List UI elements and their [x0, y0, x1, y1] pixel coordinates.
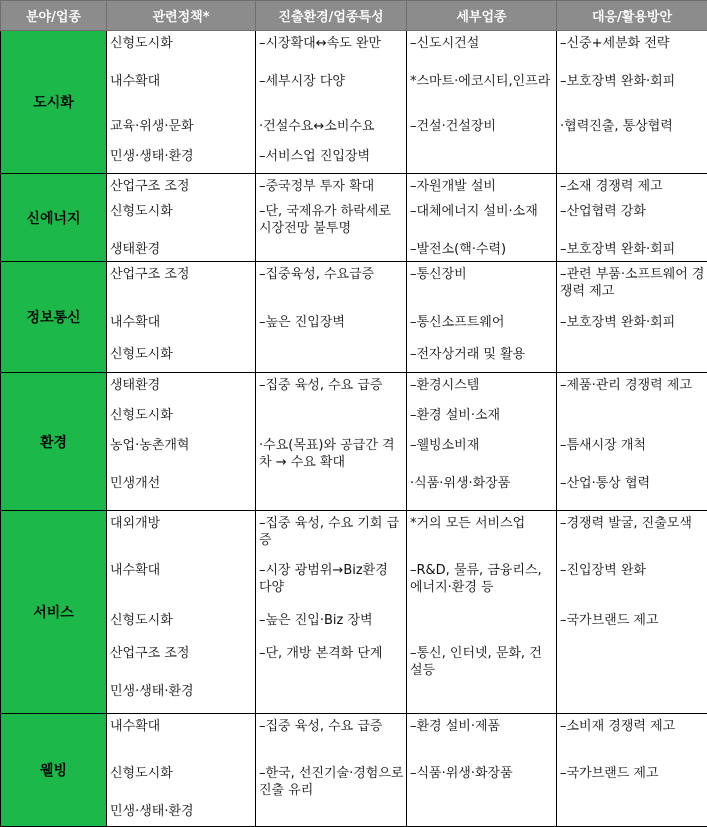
environment-cell	[256, 310, 407, 342]
cell-text: *거의 모든 서비스업	[410, 515, 554, 532]
cell-text: –집중 육성, 수요 급증	[259, 377, 404, 394]
subsector-cell	[407, 433, 557, 471]
cell-text: 내수확대	[110, 718, 253, 735]
strategy-cell	[557, 761, 707, 799]
strategy-cell	[557, 144, 707, 174]
environment-cell	[256, 558, 407, 608]
subsector-cell	[407, 641, 557, 679]
subsector-cell	[407, 373, 557, 403]
environment-cell	[256, 679, 407, 714]
policy-cell	[107, 144, 256, 174]
environment-cell	[256, 144, 407, 174]
cell-text: –보호장벽 완화·회피	[560, 241, 705, 258]
cell-text: –중국정부 투자 확대	[259, 178, 404, 195]
cell-text: –환경 설비·소재	[410, 407, 554, 424]
policy-cell	[107, 262, 256, 310]
cell-text: –소비재 경쟁력 제고	[560, 718, 705, 735]
cell-text: –웰빙소비재	[410, 437, 554, 454]
table-row	[1, 199, 707, 237]
cell-text: –국가브랜드 제고	[560, 612, 705, 629]
cell-text: –발전소(핵·수력)	[410, 241, 554, 258]
cell-text: 생태환경	[110, 241, 253, 258]
subsector-cell	[407, 342, 557, 373]
cell-text: –대체에너지 설비·소재	[410, 203, 554, 220]
subsector-cell	[407, 31, 557, 69]
cell-text: 농업·농촌개혁	[110, 437, 253, 454]
policy-cell	[107, 433, 256, 471]
policy-cell	[107, 679, 256, 714]
subsector-cell	[407, 174, 557, 199]
strategy-cell	[557, 310, 707, 342]
section-label: 서비스	[1, 511, 107, 714]
environment-cell	[256, 237, 407, 262]
environment-cell	[256, 608, 407, 641]
table-row	[1, 69, 707, 114]
policy-cell	[107, 511, 256, 558]
subsector-cell	[407, 714, 557, 761]
cell-text: 신형도시화	[110, 35, 253, 52]
subsector-cell	[407, 262, 557, 310]
strategy-cell	[557, 69, 707, 114]
cell-text: –단, 개방 본격화 단계	[259, 645, 404, 662]
cell-text: 산업구조 조정	[110, 178, 253, 195]
policy-cell	[107, 403, 256, 433]
cell-text: –소재 경쟁력 제고	[560, 178, 705, 195]
table-row	[1, 373, 707, 403]
subsector-cell	[407, 679, 557, 714]
cell-text: –R&D, 물류, 금융리스, 에너지·환경 등	[410, 562, 554, 596]
table-row	[1, 608, 707, 641]
strategy-cell	[557, 31, 707, 69]
policy-cell	[107, 342, 256, 373]
strategy-cell	[557, 471, 707, 511]
cell-text: –높은 진입장벽	[259, 314, 404, 331]
cell-text: 생태환경	[110, 377, 253, 394]
strategy-cell	[557, 433, 707, 471]
header-strategy: 대응/활용방안	[557, 1, 707, 31]
header-subsector: 세부업종	[407, 1, 557, 31]
policy-cell	[107, 373, 256, 403]
environment-cell	[256, 114, 407, 144]
table-row	[1, 714, 707, 761]
cell-text: –산업협력 강화	[560, 203, 705, 220]
cell-text: –산업·통상 협력	[560, 475, 705, 492]
cell-text: –통신장비	[410, 266, 554, 283]
cell-text: 내수확대	[110, 562, 253, 579]
policy-cell	[107, 641, 256, 679]
policy-cell	[107, 714, 256, 761]
cell-text: –경쟁력 발굴, 진출모색	[560, 515, 705, 532]
subsector-cell	[407, 511, 557, 558]
section-label: 웰빙	[1, 714, 107, 827]
cell-text: 신형도시화	[110, 765, 253, 782]
strategy-cell	[557, 114, 707, 144]
table-row	[1, 262, 707, 310]
cell-text: –환경시스템	[410, 377, 554, 394]
subsector-cell	[407, 69, 557, 114]
cell-text: –높은 진입·Biz 장벽	[259, 612, 404, 629]
table-row	[1, 237, 707, 262]
table-row	[1, 342, 707, 373]
cell-text: –집중 육성, 수요 급증	[259, 718, 404, 735]
cell-text: 내수확대	[110, 73, 253, 90]
cell-text: 산업구조 조정	[110, 645, 253, 662]
policy-cell	[107, 471, 256, 511]
environment-cell	[256, 262, 407, 310]
cell-text: 신형도시화	[110, 612, 253, 629]
environment-cell	[256, 761, 407, 799]
table-row	[1, 511, 707, 558]
subsector-cell	[407, 403, 557, 433]
header-policy: 관련정책*	[107, 1, 256, 31]
header-row	[1, 1, 707, 31]
environment-cell	[256, 403, 407, 433]
cell-text: 민생개선	[110, 475, 253, 492]
subsector-cell	[407, 199, 557, 237]
strategy-cell	[557, 403, 707, 433]
environment-cell	[256, 342, 407, 373]
table-row	[1, 31, 707, 69]
cell-text: –보호장벽 완화·회피	[560, 314, 705, 331]
cell-text: 대외개방	[110, 515, 253, 532]
cell-text: ·건설수요↔소비수요	[259, 118, 404, 135]
subsector-cell	[407, 144, 557, 174]
cell-text: 민생·생태·환경	[110, 803, 253, 820]
subsector-cell	[407, 761, 557, 799]
policy-cell	[107, 199, 256, 237]
strategy-cell	[557, 558, 707, 608]
strategy-cell	[557, 262, 707, 310]
section-label: 도시화	[1, 31, 107, 174]
environment-cell	[256, 174, 407, 199]
strategy-cell	[557, 714, 707, 761]
cell-text: –세부시장 다양	[259, 73, 404, 90]
cell-text: –집중 육성, 수요 기회 급증	[259, 515, 404, 549]
subsector-cell	[407, 237, 557, 262]
table-row	[1, 174, 707, 199]
cell-text: ·식품·위생·화장품	[410, 475, 554, 492]
table-row	[1, 558, 707, 608]
environment-cell	[256, 641, 407, 679]
cell-text: –국가브랜드 제고	[560, 765, 705, 782]
subsector-cell	[407, 114, 557, 144]
environment-cell	[256, 433, 407, 471]
header-environment: 진출환경/업종특성	[256, 1, 407, 31]
table-row	[1, 433, 707, 471]
cell-text: –시장확대↔속도 완만	[259, 35, 404, 52]
cell-text: –신도시건설	[410, 35, 554, 52]
cell-text: –제품·관리 경쟁력 제고	[560, 377, 705, 394]
environment-cell	[256, 199, 407, 237]
subsector-cell	[407, 471, 557, 511]
policy-cell	[107, 114, 256, 144]
subsector-cell	[407, 799, 557, 827]
cell-text: –전자상거래 및 활용	[410, 346, 554, 363]
cell-text: –통신소프트웨어	[410, 314, 554, 331]
subsector-cell	[407, 608, 557, 641]
strategy-cell	[557, 511, 707, 558]
table-row	[1, 679, 707, 714]
cell-text: –단, 국제유가 하락세로 시장전망 불투명	[259, 203, 404, 237]
cell-text: 신형도시화	[110, 346, 253, 363]
cell-text: –자원개발 설비	[410, 178, 554, 195]
header-field: 분야/업종	[1, 1, 107, 31]
environment-cell	[256, 69, 407, 114]
table-row	[1, 144, 707, 174]
strategy-cell	[557, 679, 707, 714]
table-body	[1, 31, 707, 827]
policy-cell	[107, 761, 256, 799]
table-row	[1, 310, 707, 342]
table-row	[1, 761, 707, 799]
policy-cell	[107, 69, 256, 114]
cell-text: –서비스업 진입장벽	[259, 148, 404, 165]
cell-text: 내수확대	[110, 314, 253, 331]
strategy-cell	[557, 342, 707, 373]
environment-cell	[256, 714, 407, 761]
environment-cell	[256, 799, 407, 827]
cell-text: 신형도시화	[110, 407, 253, 424]
policy-cell	[107, 608, 256, 641]
environment-cell	[256, 511, 407, 558]
cell-text: 민생·생태·환경	[110, 683, 253, 700]
strategy-cell	[557, 799, 707, 827]
strategy-cell	[557, 608, 707, 641]
cell-text: –보호장벽 완화·회피	[560, 73, 705, 90]
table-row	[1, 471, 707, 511]
section-label: 신에너지	[1, 174, 107, 262]
strategy-cell	[557, 373, 707, 403]
strategy-cell	[557, 174, 707, 199]
cell-text: –신중+세분화 전략	[560, 35, 705, 52]
cell-text: –통신, 인터넷, 문화, 건설등	[410, 645, 554, 679]
subsector-cell	[407, 310, 557, 342]
cell-text: 신형도시화	[110, 203, 253, 220]
strategy-cell	[557, 641, 707, 679]
cell-text: –집중육성, 수요급증	[259, 266, 404, 283]
policy-cell	[107, 558, 256, 608]
cell-text: –건설·건설장비	[410, 118, 554, 135]
environment-cell	[256, 373, 407, 403]
cell-text: 산업구조 조정	[110, 266, 253, 283]
policy-cell	[107, 799, 256, 827]
cell-text: –시장 광범위→Biz환경 다양	[259, 562, 404, 596]
policy-cell	[107, 237, 256, 262]
cell-text: –관련 부품·소프트웨어 경쟁력 제고	[560, 266, 705, 300]
strategy-cell	[557, 199, 707, 237]
environment-cell	[256, 31, 407, 69]
table-row	[1, 114, 707, 144]
table-row	[1, 799, 707, 827]
section-label: 환경	[1, 373, 107, 511]
strategy-cell	[557, 237, 707, 262]
section-label: 정보통신	[1, 262, 107, 373]
cell-text: ·협력진출, 통상협력	[560, 118, 705, 135]
policy-cell	[107, 310, 256, 342]
cell-text: –한국, 선진기술·경험으로 진출 유리	[259, 765, 404, 799]
cell-text: *스마트·에코시티,인프라	[410, 73, 554, 90]
cell-text: 교육·위생·문화	[110, 118, 253, 135]
cell-text: –진입장벽 완화	[560, 562, 705, 579]
policy-cell	[107, 31, 256, 69]
cell-text: –환경 설비·제품	[410, 718, 554, 735]
environment-cell	[256, 471, 407, 511]
subsector-cell	[407, 558, 557, 608]
cell-text: 민생·생태·환경	[110, 148, 253, 165]
policy-cell	[107, 174, 256, 199]
cell-text: ·수요(목표)와 공급간 격차 → 수요 확대	[259, 437, 404, 471]
table-row	[1, 403, 707, 433]
cell-text: –식품·위생·화장품	[410, 765, 554, 782]
cell-text: –틈새시장 개척	[560, 437, 705, 454]
table-row	[1, 641, 707, 679]
